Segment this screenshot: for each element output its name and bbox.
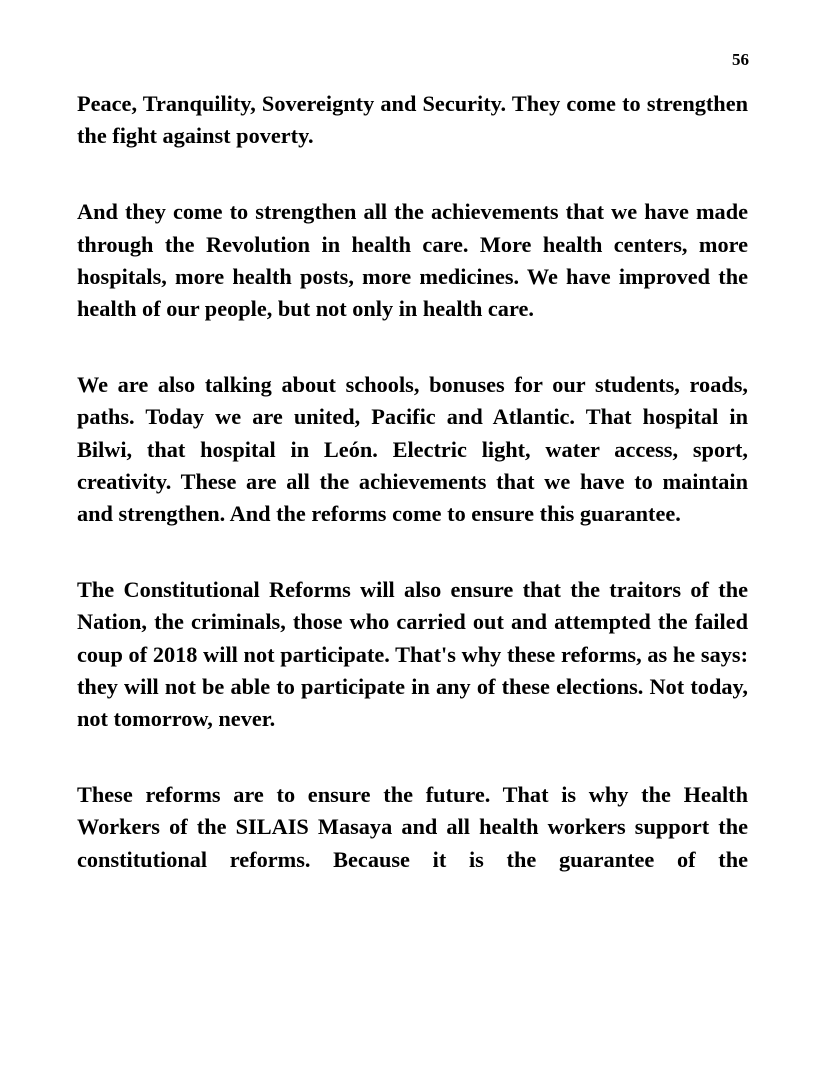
- paragraph: We are also talking about schools, bonuses for our students, roads, paths. Today we are united, Pacific and Atlantic. That hospital in Bilwi, that hospital in León. Electric light, water access, sport, creativity. These are all the achievements that we have to maintain and strengthen. And the reforms come to ensure this guarantee.: [77, 372, 748, 527]
- paragraph: Peace, Tranquility, Sovereignty and Security. They come to strengthen the fight against poverty.: [77, 91, 748, 149]
- page-number: 56: [732, 50, 749, 69]
- paragraph: And they come to strengthen all the achievements that we have made through the Revolution in health care. More health centers, more hospitals, more health posts, more medicines. We have improved the health of our people, but not only in health care.: [77, 199, 748, 322]
- document-body: [77, 88, 748, 920]
- paragraph: The Constitutional Reforms will also ensure that the traitors of the Nation, the criminals, those who carried out and attempted the failed coup of 2018 will not participate. That's why these reforms, as he says: they will not be able to participate in any of these elections. Not today, not tomorrow, never.: [77, 577, 748, 732]
- paragraph: These reforms are to ensure the future. That is why the Health Workers of the SILAIS Masaya and all health workers support the constitutional reforms. Because it is the guarantee of the: [77, 782, 748, 872]
